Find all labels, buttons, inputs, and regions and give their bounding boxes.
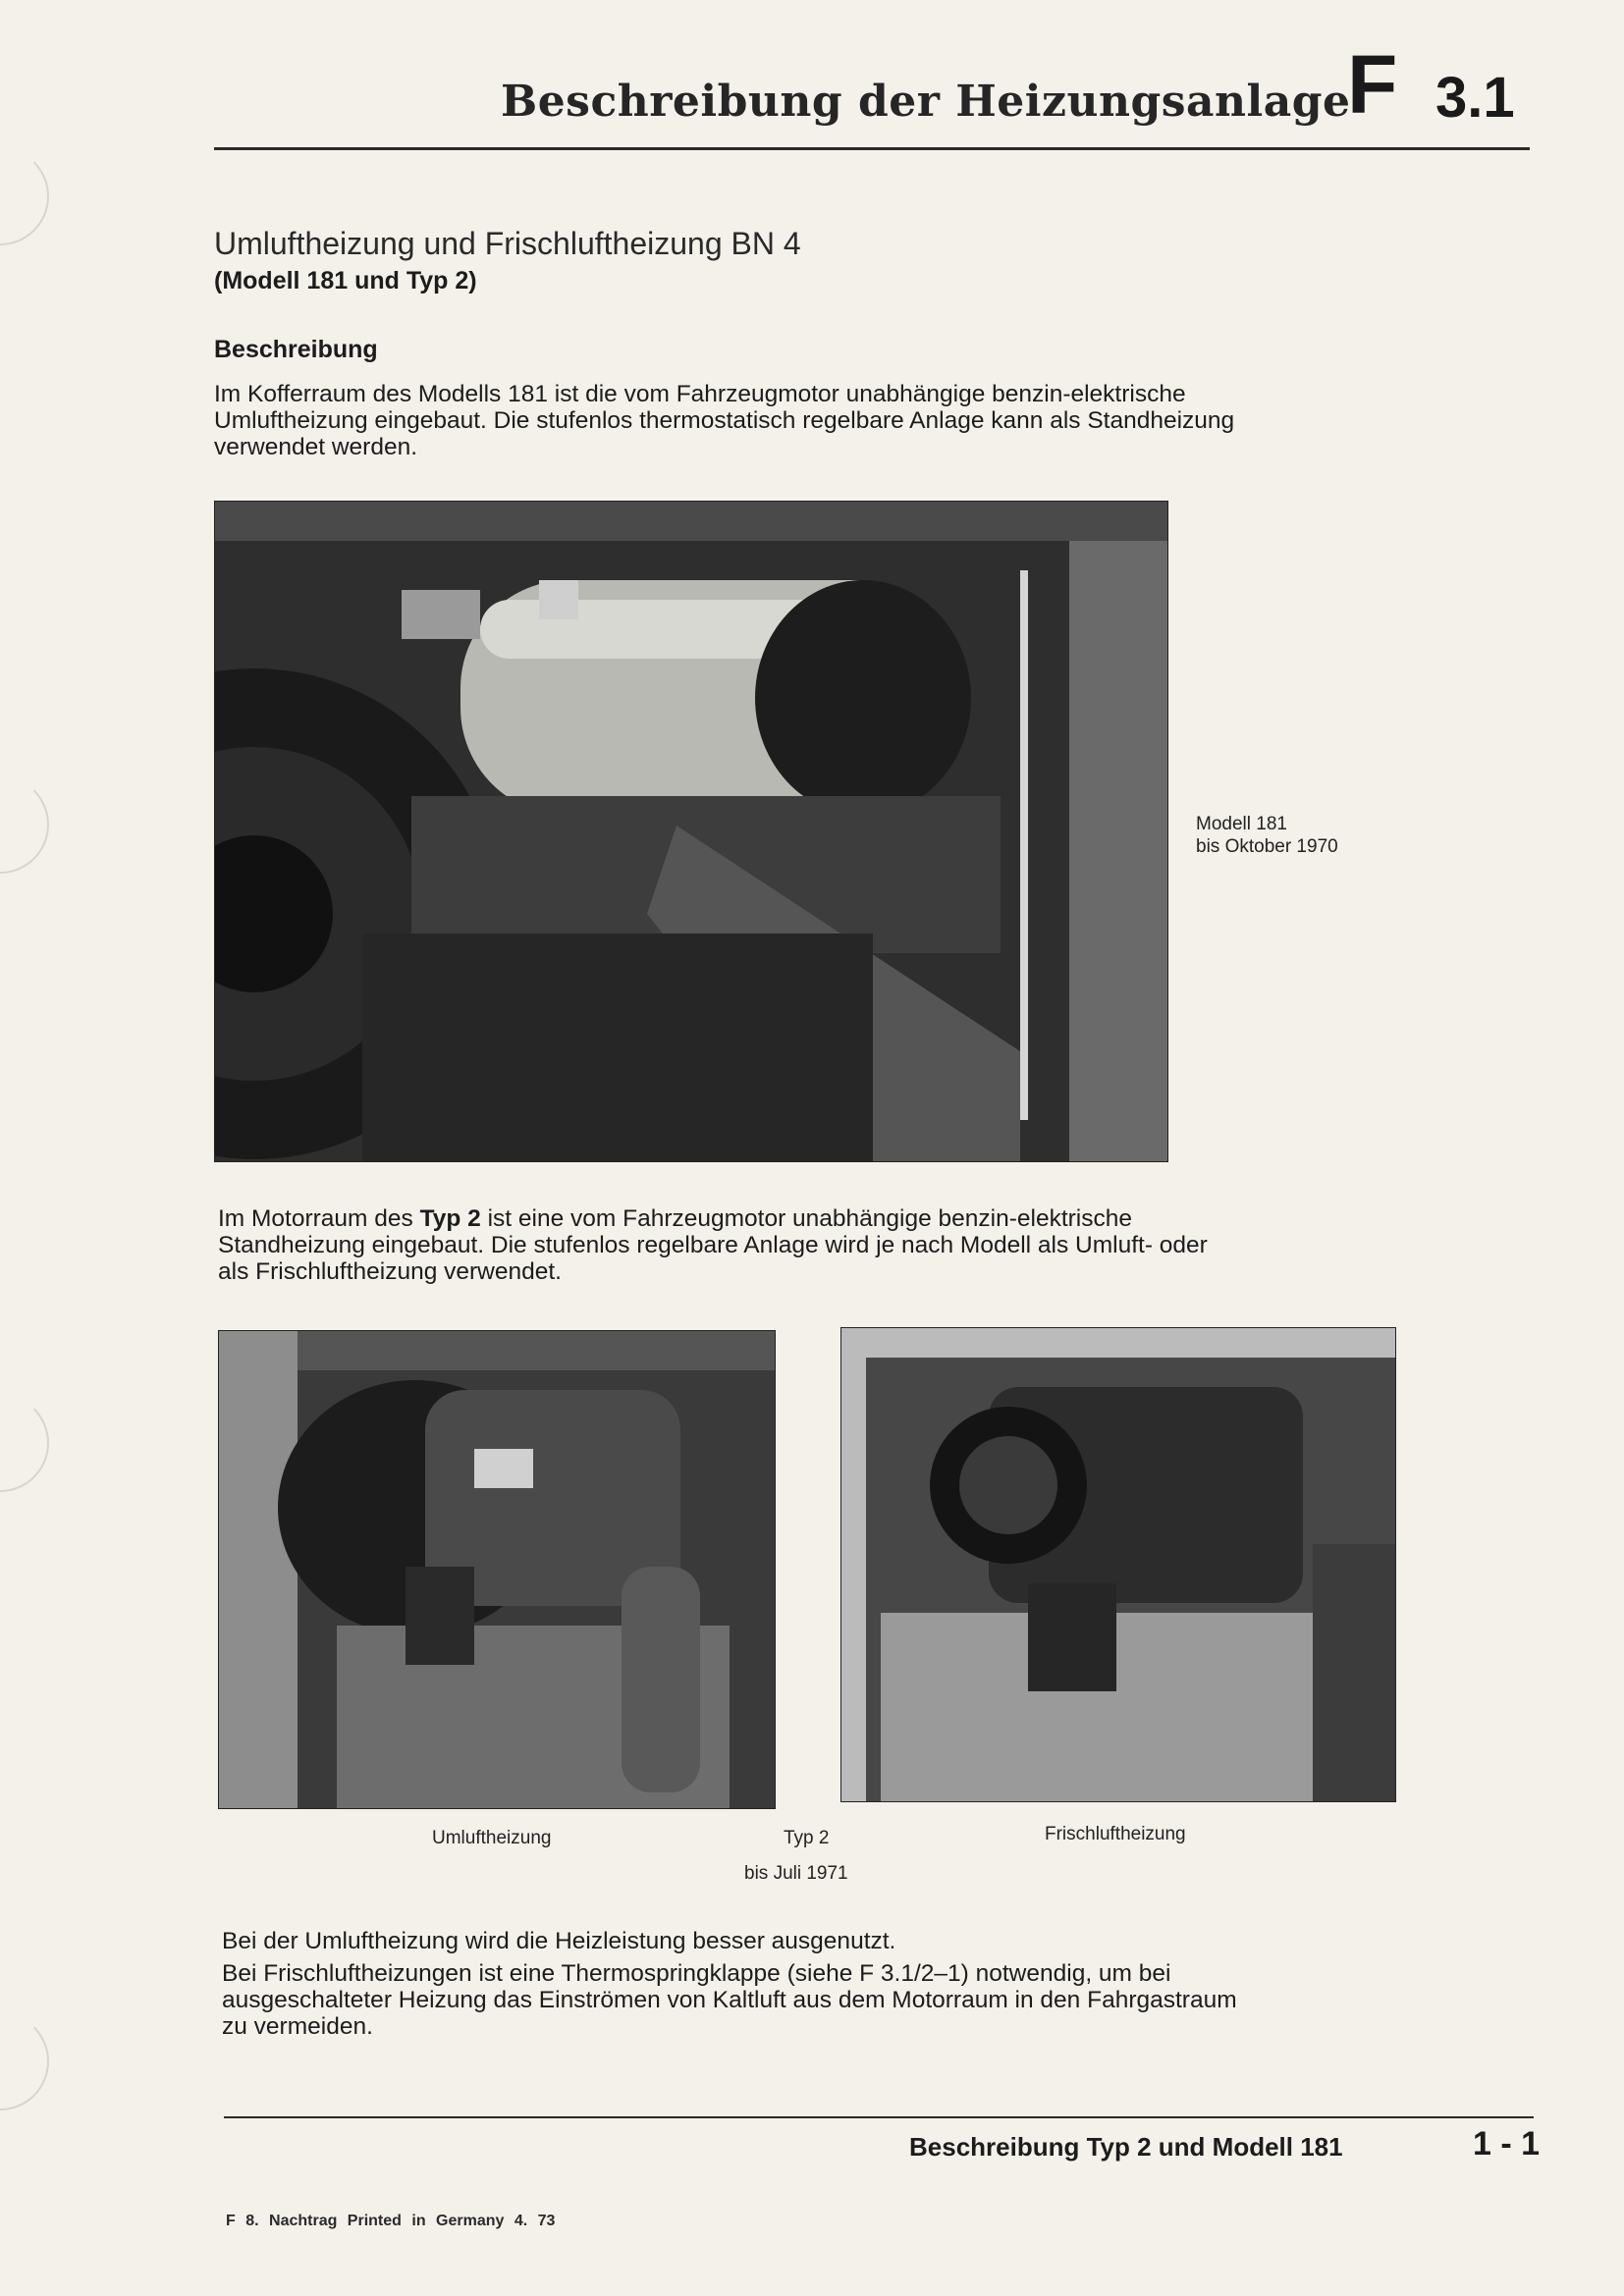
punch-hole-4 <box>0 2012 49 2110</box>
figure-1-caption <box>1196 813 1338 858</box>
caption-frischluftheizung: Frischluftheizung <box>1045 1824 1186 1844</box>
paragraph-2-text: ist eine vom Fahrzeugmotor unabhängige benzin-elektrische <box>480 1205 1133 1232</box>
photo-frischluft-drawing <box>841 1328 1395 1801</box>
figure-1-caption-line: Modell 181 <box>1196 814 1287 834</box>
paragraph-1-line: Umluftheizung eingebaut. Die stufenlos thermostatisch regelbare Anlage kann als Standheizung <box>214 407 1235 434</box>
printed-line: F 8. Nachtrag Printed in Germany 4. 73 <box>226 2213 556 2229</box>
section-subheading: (Modell 181 und Typ 2) <box>214 267 477 294</box>
footer-title: Beschreibung Typ 2 und Modell 181 <box>909 2132 1343 2162</box>
header-rule <box>214 147 1530 150</box>
caption-bis-juli-1971: bis Juli 1971 <box>744 1863 848 1884</box>
paragraph-2-bold: Typ 2 <box>419 1205 481 1232</box>
paragraph-2 <box>218 1205 1435 1285</box>
paragraph-2-line <box>218 1205 1435 1232</box>
paragraph-2-line: als Frischluftheizung verwendet. <box>218 1258 562 1285</box>
paragraph-1-line: Im Kofferraum des Modells 181 ist die vom Fahrzeugmotor unabhängige benzin-elektrische <box>214 381 1186 407</box>
paragraph-3 <box>222 1928 1439 2040</box>
photo-modell-181-drawing <box>215 502 1167 1161</box>
page-title: Beschreibung der Heizungsanlage <box>501 77 1351 127</box>
punch-hole-1 <box>0 147 49 245</box>
photo-typ2-frischluftheizung <box>840 1327 1396 1802</box>
punch-hole-3 <box>0 1394 49 1492</box>
paragraph-3-line: ausgeschalteter Heizung das Einströmen von Kaltluft aus dem Motorraum in den Fahrgastraum <box>222 1987 1237 2013</box>
page-number: 1 - 1 <box>1473 2125 1541 2163</box>
section-heading: Umluftheizung und Frischluftheizung BN 4 <box>214 226 801 261</box>
paragraph-2-line: Standheizung eingebaut. Die stufenlos regelbare Anlage wird je nach Modell als Umluft- oder <box>218 1232 1208 1258</box>
paragraph-1 <box>214 381 1432 460</box>
paragraph-3-line: zu vermeiden. <box>222 2013 373 2040</box>
figure-1-caption-line: bis Oktober 1970 <box>1196 836 1338 857</box>
section-number: 3.1 <box>1435 66 1515 130</box>
paragraph-1-line: verwendet werden. <box>214 434 418 460</box>
description-label: Beschreibung <box>214 336 378 363</box>
paragraph-3-line: Bei Frischluftheizungen ist eine Thermospringklappe (siehe F 3.1/2–1) notwendig, um bei <box>222 1960 1171 1987</box>
paragraph-3-line: Bei der Umluftheizung wird die Heizleistung besser ausgenutzt. <box>222 1928 896 1954</box>
footer-rule <box>224 2116 1534 2118</box>
caption-umluftheizung: Umluftheizung <box>432 1828 552 1848</box>
photo-typ2-umluftheizung <box>218 1330 776 1809</box>
caption-typ2: Typ 2 <box>784 1828 830 1848</box>
photo-modell-181-heater <box>214 501 1168 1162</box>
section-letter: F <box>1347 38 1398 131</box>
paragraph-2-text: Im Motorraum des <box>218 1205 420 1232</box>
photo-umluft-drawing <box>219 1331 775 1808</box>
punch-hole-2 <box>0 775 49 874</box>
